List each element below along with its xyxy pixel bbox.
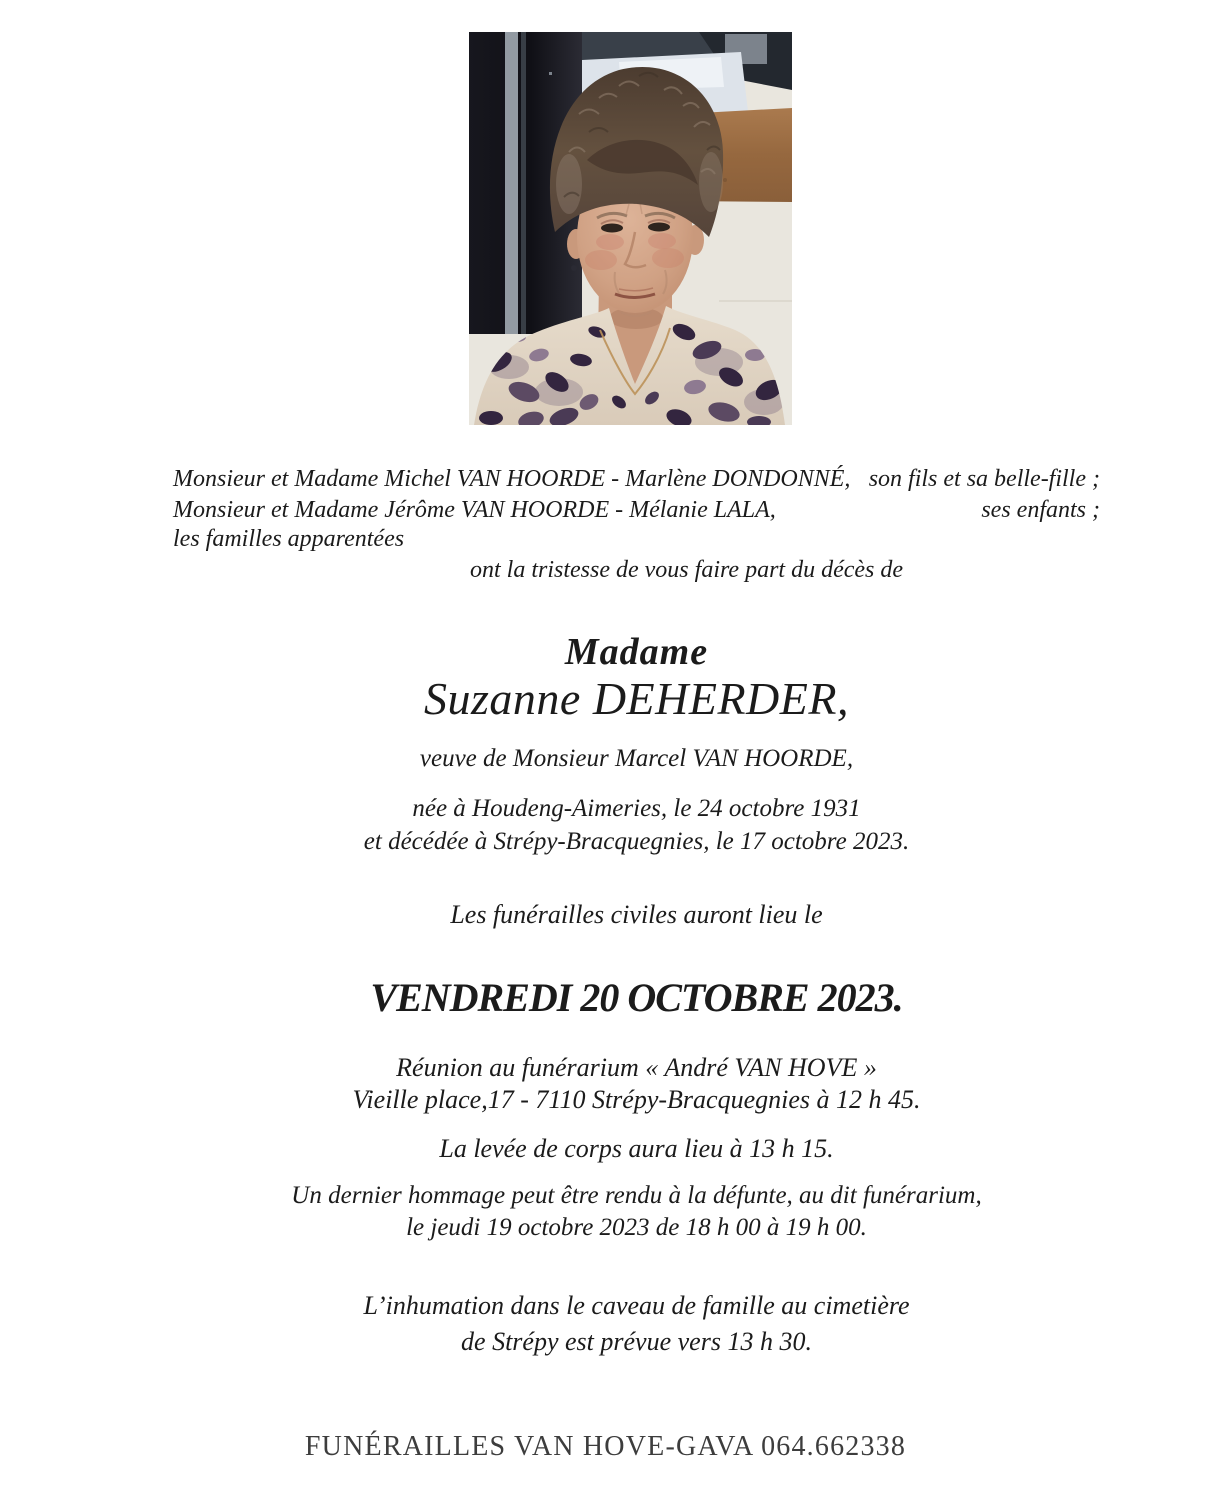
birth-death-block <box>173 792 1100 858</box>
widow-line: veuve de Monsieur Marcel VAN HOORDE, <box>419 745 854 772</box>
birth-line: née à Houdeng-Aimeries, le 24 octobre 1931 <box>412 795 861 822</box>
announcement-line: ont la tristesse de vous faire part du décès de <box>470 557 904 583</box>
levee-line: La levée de corps aura lieu à 13 h 15. <box>439 1134 834 1163</box>
family-related-line: les familles apparentées <box>173 526 405 552</box>
death-line: et décédée à Strépy-Bracquegnies, le 17 octobre 2023. <box>363 828 910 855</box>
footer-funeral-home: FUNÉRAILLES VAN HOVE-GAVA 064.662338 <box>304 1431 907 1462</box>
inhumation-line-1: L’inhumation dans le caveau de famille au cimetière <box>363 1291 910 1320</box>
hommage-line-1: Un dernier hommage peut être rendu à la défunte, au dit funérarium, <box>291 1182 982 1209</box>
reunion-address-line-2: Vieille place,17 - 7110 Strépy-Bracquegnies à 12 h 45. <box>352 1085 921 1114</box>
funeral-date-heading: VENDREDI 20 OCTOBRE 2023. <box>370 975 903 1020</box>
inhumation-line-2: de Strépy est prévue vers 13 h 30. <box>461 1327 812 1356</box>
portrait-photo-drawing <box>469 32 792 425</box>
portrait-photo <box>469 32 792 425</box>
photo-right-eye <box>648 223 670 232</box>
family-line-1 <box>173 464 1100 494</box>
family-line-2-names: Monsieur et Madame Jérôme VAN HOORDE - Mélanie LALA, <box>173 497 776 523</box>
deceased-title: Madame <box>564 631 709 673</box>
reunion-block <box>173 1052 1100 1116</box>
photo-earring <box>571 265 577 271</box>
family-line-2 <box>173 495 1100 525</box>
funeral-intro-line: Les funérailles civiles auront lieu le <box>450 900 823 929</box>
hommage-block <box>173 1180 1100 1244</box>
photo-left-eye <box>601 224 623 233</box>
inhumation-block <box>173 1288 1100 1360</box>
family-line-1-names: Monsieur et Madame Michel VAN HOORDE - Marlène DONDONNÉ, <box>173 466 851 492</box>
deceased-name: Suzanne DEHERDER, <box>424 673 849 724</box>
reunion-address-line-1: Réunion au funérarium « André VAN HOVE » <box>396 1053 877 1082</box>
hommage-line-2: le jeudi 19 octobre 2023 de 18 h 00 à 19 h 00. <box>406 1214 867 1241</box>
family-line-2-relation: ses enfants ; <box>981 497 1100 523</box>
family-line-1-relation: son fils et sa belle-fille ; <box>868 466 1100 492</box>
